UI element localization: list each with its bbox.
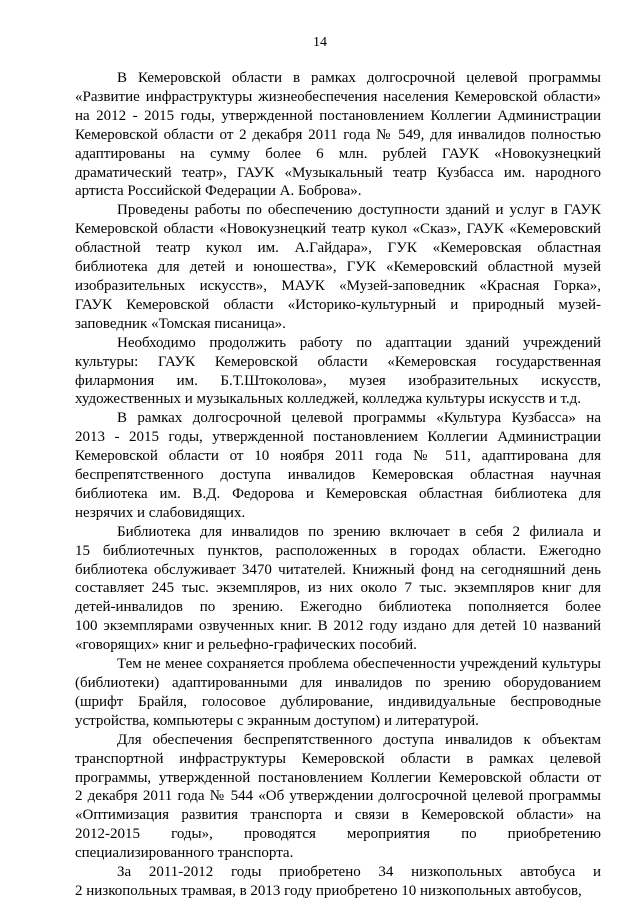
document-body: [75, 69, 601, 901]
text-line: Кемеровской области «Новокузнецкий театр кукол «Сказ», ГАУК «Кемеровский: [75, 221, 601, 238]
text-line: В Кемеровской области в рамках долгосрочной целевой программы: [117, 70, 601, 86]
paragraph: [75, 655, 601, 731]
text-line: 2013 - 2015 годы, утвержденной постановлением Коллегии Администрации: [75, 429, 601, 446]
text-line: детей-инвалидов по зрению. Ежегодно библиотека пополняется более: [75, 599, 601, 616]
text-line: 2 низкопольных трамвая, в 2013 году приобретено 10 низкопольных автобусов,: [75, 882, 582, 899]
text-line: транспортной инфраструктуры Кемеровской области в рамках целевой: [75, 750, 601, 767]
text-line: составляет 245 тыс. экземпляров, из них около 7 тыс. экземпляров книг для: [75, 580, 601, 597]
text-line: Тем не менее сохраняется проблема обеспеченности учреждений культуры: [117, 656, 601, 673]
text-line: Кемеровской области от 10 ноября 2011 года № 511, адаптирована для: [75, 448, 601, 465]
text-line: библиотека для детей и юношества», ГУК «Кемеровский областной музей: [75, 259, 601, 276]
text-line: культуры: ГАУК Кемеровской области «Кемеровская государственная: [75, 353, 601, 370]
text-line: заповедник «Томская писаница».: [75, 315, 286, 332]
text-line: 15 библиотечных пунктов, расположенных в городах области. Ежегодно: [75, 542, 601, 559]
paragraph: [75, 863, 601, 901]
page-number: 14: [313, 35, 327, 50]
text-line: беспрепятственного доступа инвалидов Кемеровская областная научная: [75, 467, 601, 484]
text-line: 2 декабря 2011 года № 544 «Об утверждении долгосрочной целевой программы: [75, 788, 601, 805]
text-line: устройства, компьютеры с экранным доступом) и литературой.: [75, 712, 479, 729]
text-line: Необходимо продолжить работу по адаптации зданий учреждений: [117, 334, 601, 351]
text-line: на 2012 - 2015 годы, утвержденной постановлением Коллегии Администрации: [75, 107, 601, 124]
text-line: Кемеровской области от 2 декабря 2011 года № 549, для инвалидов полностью: [75, 126, 601, 143]
text-line: «Развитие инфраструктуры жизнеобеспечения населения Кемеровской области»: [75, 88, 601, 105]
text-line: Проведены работы по обеспечению доступности зданий и услуг в ГАУК: [117, 202, 601, 219]
text-line: незрячих и слабовидящих.: [75, 504, 246, 521]
text-line: специализированного транспорта.: [75, 845, 294, 862]
text-line: 100 экземплярами озвученных книг. В 2012 году издано для детей 10 названий: [75, 618, 601, 635]
paragraph: [75, 69, 601, 201]
paragraph: [75, 523, 601, 655]
text-line: филармония им. Б.Т.Штоколова», музея изобразительных искусств,: [75, 372, 601, 389]
text-line: изобразительных искусств», МАУК «Музей-заповедник «Красная Горка»,: [75, 277, 601, 294]
text-line: «Оптимизация развития транспорта и связи в Кемеровской области» на: [75, 807, 601, 824]
text-line: адаптированы на сумму более 6 млн. рублей ГАУК «Новокузнецкий: [75, 145, 601, 162]
text-line: 2012-2015 годы», проводятся мероприятия по приобретению: [75, 826, 601, 843]
text-line: библиотека обслуживает 3470 читателей. Книжный фонд на сегодняшний день: [75, 561, 601, 578]
text-line: За 2011-2012 годы приобретено 34 низкопольных автобуса и: [117, 864, 601, 881]
text-line: ГАУК Кемеровской области «Историко-культурный и природный музей-: [75, 296, 601, 313]
text-line: драматический театр», ГАУК «Музыкальный театр Кузбасса им. народного: [75, 164, 601, 181]
paragraph: [75, 201, 601, 333]
paragraph: [75, 334, 601, 410]
text-line: библиотека им. В.Д. Федорова и Кемеровская областная библиотека для: [75, 485, 601, 502]
paragraph: [75, 409, 601, 522]
text-line: Библиотека для инвалидов по зрению включает в себя 2 филиала и: [117, 523, 601, 540]
text-line: артиста Российской Федерации А. Боброва».: [75, 183, 362, 200]
text-line: (библиотеки) адаптированными для инвалидов по зрению оборудованием: [75, 675, 601, 691]
text-line: программы, утвержденной постановлением Коллегии Кемеровской области от: [75, 769, 601, 786]
text-line: Для обеспечения беспрепятственного доступа инвалидов к объектам: [117, 731, 601, 748]
text-line: «говорящих» книг и рельефно-графических пособий.: [75, 637, 417, 654]
text-line: (шрифт Брайля, голосовое дублирование, индивидуальные беспроводные: [75, 693, 601, 710]
text-line: В рамках долгосрочной целевой программы «Культура Кузбасса» на: [117, 410, 601, 427]
paragraph: [75, 731, 601, 863]
text-line: областной театр кукол им. А.Гайдара», ГУК «Кемеровская областная: [75, 240, 601, 257]
text-line: художественных и музыкальных колледжей, колледжа культуры искусств и т.д.: [75, 391, 582, 408]
